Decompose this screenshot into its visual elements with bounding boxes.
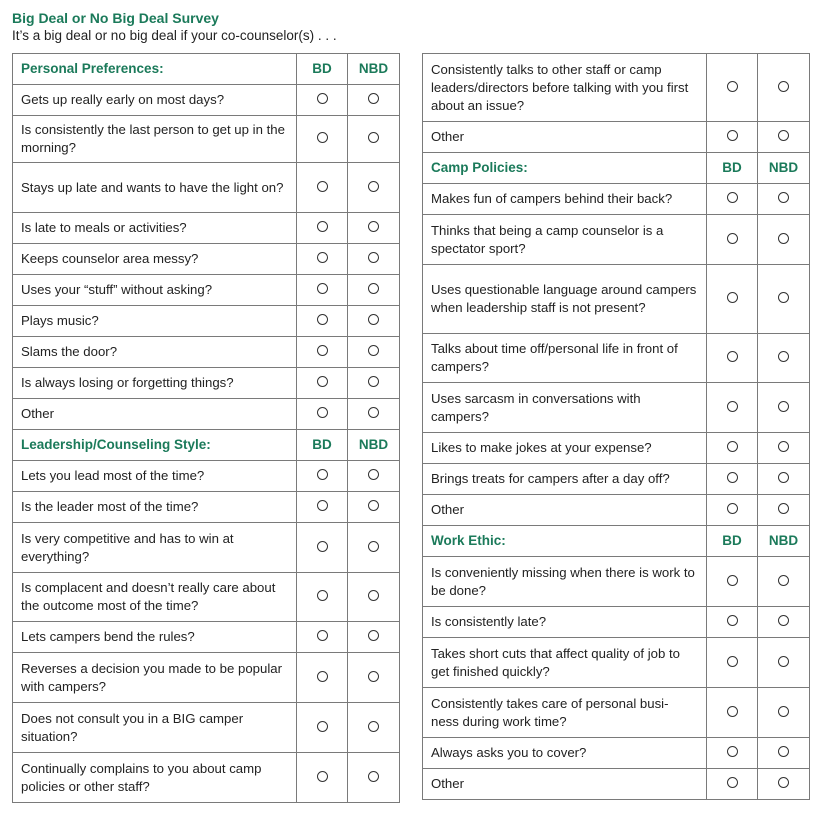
bd-option-cell	[707, 334, 758, 383]
nbd-option-cell	[758, 122, 810, 153]
nbd-column-header: NBD	[758, 526, 810, 557]
bd-option-cell	[297, 653, 348, 703]
bd-radio-circle[interactable]	[727, 351, 738, 362]
bd-radio-circle[interactable]	[317, 630, 328, 641]
nbd-radio-circle[interactable]	[778, 292, 789, 303]
bd-option-cell	[297, 703, 348, 753]
bd-radio-circle[interactable]	[727, 192, 738, 203]
nbd-radio-circle[interactable]	[368, 252, 379, 263]
section-title: Work Ethic:	[423, 526, 707, 557]
left-survey-table	[12, 53, 400, 803]
bd-radio-circle[interactable]	[317, 93, 328, 104]
nbd-radio-circle[interactable]	[368, 93, 379, 104]
survey-question: Uses questionable language around campers when leadership staff is not present?	[423, 265, 707, 334]
nbd-option-cell	[758, 184, 810, 215]
survey-question: Always asks you to cover?	[423, 738, 707, 769]
bd-option-cell	[707, 383, 758, 433]
bd-radio-circle[interactable]	[317, 721, 328, 732]
section-header-camp-policies	[423, 153, 810, 184]
survey-question: Reverses a decision you made to be popular with campers?	[13, 653, 297, 703]
bd-radio-circle[interactable]	[317, 132, 328, 143]
survey-question: Likes to make jokes at your expense?	[423, 433, 707, 464]
survey-item-row	[13, 85, 400, 116]
bd-option-cell	[297, 753, 348, 803]
survey-question: Uses sarcasm in conversations with campers?	[423, 383, 707, 433]
bd-radio-circle[interactable]	[317, 181, 328, 192]
survey-item-row	[13, 622, 400, 653]
survey-question: Is consistently late?	[423, 607, 707, 638]
survey-question: Is late to meals or activities?	[13, 213, 297, 244]
nbd-radio-circle[interactable]	[778, 192, 789, 203]
nbd-radio-circle[interactable]	[368, 721, 379, 732]
survey-question: Other	[423, 495, 707, 526]
survey-question: Thinks that being a camp counselor is a spectator sport?	[423, 215, 707, 265]
nbd-option-cell	[758, 215, 810, 265]
nbd-radio-circle[interactable]	[368, 283, 379, 294]
bd-option-cell	[297, 492, 348, 523]
survey-question: Takes short cuts that affect quality of job to get finished quickly?	[423, 638, 707, 688]
survey-title: Big Deal or No Big Deal Survey	[12, 10, 219, 26]
bd-option-cell	[707, 464, 758, 495]
nbd-option-cell	[758, 433, 810, 464]
bd-option-cell	[707, 215, 758, 265]
bd-radio-circle[interactable]	[317, 221, 328, 232]
nbd-radio-circle[interactable]	[778, 656, 789, 667]
survey-question: Plays music?	[13, 306, 297, 337]
nbd-option-cell	[758, 464, 810, 495]
survey-item-row	[423, 334, 810, 383]
nbd-radio-circle[interactable]	[778, 503, 789, 514]
survey-item-row	[13, 461, 400, 492]
nbd-option-cell	[348, 163, 400, 213]
bd-option-cell	[707, 495, 758, 526]
nbd-radio-circle[interactable]	[368, 500, 379, 511]
nbd-option-cell	[758, 607, 810, 638]
bd-option-cell	[297, 461, 348, 492]
bd-option-cell	[297, 116, 348, 163]
survey-question: Uses your “stuff” without asking?	[13, 275, 297, 306]
bd-radio-circle[interactable]	[317, 252, 328, 263]
survey-item-row	[423, 184, 810, 215]
survey-item-row	[423, 607, 810, 638]
nbd-option-cell	[758, 54, 810, 122]
bd-option-cell	[297, 573, 348, 622]
survey-item-row	[13, 306, 400, 337]
nbd-radio-circle[interactable]	[778, 130, 789, 141]
bd-radio-circle[interactable]	[727, 777, 738, 788]
survey-question: Keeps counselor area messy?	[13, 244, 297, 275]
survey-item-row	[13, 244, 400, 275]
nbd-option-cell	[758, 738, 810, 769]
bd-option-cell	[707, 738, 758, 769]
bd-radio-circle[interactable]	[317, 590, 328, 601]
bd-option-cell	[297, 622, 348, 653]
survey-item-row	[423, 557, 810, 607]
survey-question: Other	[423, 122, 707, 153]
bd-radio-circle[interactable]	[727, 233, 738, 244]
nbd-column-header: NBD	[348, 430, 400, 461]
right-survey-table	[422, 53, 810, 800]
bd-column-header: BD	[297, 430, 348, 461]
nbd-radio-circle[interactable]	[368, 771, 379, 782]
survey-item-row	[13, 275, 400, 306]
bd-column-header: BD	[297, 54, 348, 85]
bd-option-cell	[297, 368, 348, 399]
survey-item-row	[423, 265, 810, 334]
bd-radio-circle[interactable]	[727, 401, 738, 412]
nbd-option-cell	[348, 337, 400, 368]
nbd-radio-circle[interactable]	[778, 351, 789, 362]
survey-question: Consistently talks to other staff or camp leaders/directors before talking with you first about an issue?	[423, 54, 707, 122]
nbd-option-cell	[758, 265, 810, 334]
nbd-radio-circle[interactable]	[778, 575, 789, 586]
bd-radio-circle[interactable]	[727, 706, 738, 717]
survey-item-row	[13, 492, 400, 523]
survey-question: Is always losing or forgetting things?	[13, 368, 297, 399]
nbd-option-cell	[758, 638, 810, 688]
bd-radio-circle[interactable]	[317, 771, 328, 782]
nbd-option-cell	[758, 495, 810, 526]
bd-radio-circle[interactable]	[317, 671, 328, 682]
survey-question: Gets up really early on most days?	[13, 85, 297, 116]
nbd-option-cell	[348, 306, 400, 337]
nbd-radio-circle[interactable]	[778, 81, 789, 92]
survey-item-row	[13, 399, 400, 430]
bd-option-cell	[707, 607, 758, 638]
bd-option-cell	[297, 306, 348, 337]
survey-question: Lets you lead most of the time?	[13, 461, 297, 492]
survey-item-row	[423, 383, 810, 433]
bd-option-cell	[707, 688, 758, 738]
nbd-option-cell	[348, 213, 400, 244]
nbd-radio-circle[interactable]	[778, 233, 789, 244]
survey-question: Makes fun of campers behind their back?	[423, 184, 707, 215]
nbd-radio-circle[interactable]	[368, 630, 379, 641]
bd-option-cell	[297, 337, 348, 368]
nbd-option-cell	[348, 85, 400, 116]
nbd-radio-circle[interactable]	[778, 746, 789, 757]
nbd-option-cell	[348, 573, 400, 622]
nbd-radio-circle[interactable]	[778, 472, 789, 483]
nbd-option-cell	[758, 769, 810, 800]
nbd-radio-circle[interactable]	[778, 706, 789, 717]
bd-option-cell	[707, 54, 758, 122]
survey-item-row	[13, 523, 400, 573]
survey-item-row	[423, 688, 810, 738]
nbd-option-cell	[348, 523, 400, 573]
bd-option-cell	[297, 244, 348, 275]
survey-item-row	[423, 769, 810, 800]
survey-question: Other	[423, 769, 707, 800]
nbd-option-cell	[348, 368, 400, 399]
bd-option-cell	[707, 184, 758, 215]
nbd-radio-circle[interactable]	[368, 221, 379, 232]
bd-radio-circle[interactable]	[317, 500, 328, 511]
survey-item-row	[423, 638, 810, 688]
bd-option-cell	[297, 275, 348, 306]
bd-radio-circle[interactable]	[317, 469, 328, 480]
bd-option-cell	[707, 557, 758, 607]
bd-option-cell	[707, 122, 758, 153]
survey-item-row	[423, 122, 810, 153]
survey-item-row	[13, 703, 400, 753]
section-header-work-ethic	[423, 526, 810, 557]
survey-item-row	[13, 368, 400, 399]
survey-item-row	[13, 753, 400, 803]
survey-question: Is very competitive and has to win at everything?	[13, 523, 297, 573]
survey-item-row	[423, 215, 810, 265]
bd-radio-circle[interactable]	[317, 407, 328, 418]
bd-radio-circle[interactable]	[727, 746, 738, 757]
nbd-option-cell	[758, 688, 810, 738]
nbd-radio-circle[interactable]	[368, 181, 379, 192]
nbd-option-cell	[348, 461, 400, 492]
bd-option-cell	[707, 769, 758, 800]
nbd-radio-circle[interactable]	[368, 671, 379, 682]
survey-question: Is complacent and doesn’t really care about the outcome most of the time?	[13, 573, 297, 622]
bd-option-cell	[297, 85, 348, 116]
survey-question: Lets campers bend the rules?	[13, 622, 297, 653]
survey-question: Talks about time off/personal life in front of campers?	[423, 334, 707, 383]
nbd-column-header: NBD	[758, 153, 810, 184]
nbd-option-cell	[348, 703, 400, 753]
nbd-option-cell	[758, 334, 810, 383]
nbd-option-cell	[348, 275, 400, 306]
bd-column-header: BD	[707, 153, 758, 184]
bd-option-cell	[707, 265, 758, 334]
survey-item-row	[423, 433, 810, 464]
bd-radio-circle[interactable]	[727, 472, 738, 483]
survey-question: Continually complains to you about camp policies or other staff?	[13, 753, 297, 803]
bd-radio-circle[interactable]	[727, 130, 738, 141]
survey-question: Stays up late and wants to have the light on?	[13, 163, 297, 213]
survey-subtitle: It’s a big deal or no big deal if your co-counselor(s) . . .	[12, 28, 337, 43]
survey-question: Is consistently the last person to get up in the morning?	[13, 116, 297, 163]
bd-radio-circle[interactable]	[317, 314, 328, 325]
bd-option-cell	[297, 399, 348, 430]
survey-question: Other	[13, 399, 297, 430]
nbd-radio-circle[interactable]	[368, 345, 379, 356]
nbd-radio-circle[interactable]	[368, 314, 379, 325]
nbd-radio-circle[interactable]	[368, 132, 379, 143]
survey-question: Slams the door?	[13, 337, 297, 368]
nbd-option-cell	[348, 753, 400, 803]
nbd-option-cell	[758, 383, 810, 433]
survey-question: Does not consult you in a BIG camper situation?	[13, 703, 297, 753]
survey-item-row	[13, 116, 400, 163]
nbd-option-cell	[348, 622, 400, 653]
survey-item-row	[13, 573, 400, 622]
bd-radio-circle[interactable]	[727, 615, 738, 626]
bd-radio-circle[interactable]	[727, 575, 738, 586]
bd-option-cell	[707, 433, 758, 464]
nbd-radio-circle[interactable]	[778, 401, 789, 412]
survey-item-row	[13, 337, 400, 368]
bd-option-cell	[297, 163, 348, 213]
bd-radio-circle[interactable]	[727, 503, 738, 514]
section-title: Leadership/Counseling Style:	[13, 430, 297, 461]
survey-question: Brings treats for campers after a day off?	[423, 464, 707, 495]
survey-item-row	[13, 213, 400, 244]
nbd-option-cell	[348, 399, 400, 430]
survey-item-row	[423, 54, 810, 122]
nbd-radio-circle[interactable]	[368, 541, 379, 552]
survey-item-row	[423, 495, 810, 526]
bd-column-header: BD	[707, 526, 758, 557]
nbd-option-cell	[348, 244, 400, 275]
nbd-option-cell	[348, 116, 400, 163]
section-header-personal-preferences	[13, 54, 400, 85]
survey-item-row	[13, 653, 400, 703]
nbd-radio-circle[interactable]	[368, 376, 379, 387]
section-header-leadership-counseling-style	[13, 430, 400, 461]
bd-option-cell	[707, 638, 758, 688]
nbd-option-cell	[348, 653, 400, 703]
survey-question: Is the leader most of the time?	[13, 492, 297, 523]
nbd-option-cell	[348, 492, 400, 523]
bd-option-cell	[297, 523, 348, 573]
bd-radio-circle[interactable]	[727, 656, 738, 667]
nbd-option-cell	[758, 557, 810, 607]
bd-radio-circle[interactable]	[317, 345, 328, 356]
nbd-radio-circle[interactable]	[778, 441, 789, 452]
bd-option-cell	[297, 213, 348, 244]
bd-radio-circle[interactable]	[317, 376, 328, 387]
survey-question: Consistently takes care of personal busi- ness during work time?	[423, 688, 707, 738]
bd-radio-circle[interactable]	[317, 283, 328, 294]
nbd-radio-circle[interactable]	[778, 777, 789, 788]
section-title: Personal Preferences:	[13, 54, 297, 85]
nbd-radio-circle[interactable]	[368, 469, 379, 480]
bd-radio-circle[interactable]	[727, 81, 738, 92]
survey-question: Is conveniently missing when there is work to be done?	[423, 557, 707, 607]
survey-item-row	[423, 464, 810, 495]
nbd-radio-circle[interactable]	[778, 615, 789, 626]
bd-radio-circle[interactable]	[727, 292, 738, 303]
section-title: Camp Policies:	[423, 153, 707, 184]
nbd-column-header: NBD	[348, 54, 400, 85]
survey-item-row	[423, 738, 810, 769]
survey-item-row	[13, 163, 400, 213]
bd-radio-circle[interactable]	[317, 541, 328, 552]
nbd-radio-circle[interactable]	[368, 590, 379, 601]
bd-radio-circle[interactable]	[727, 441, 738, 452]
nbd-radio-circle[interactable]	[368, 407, 379, 418]
